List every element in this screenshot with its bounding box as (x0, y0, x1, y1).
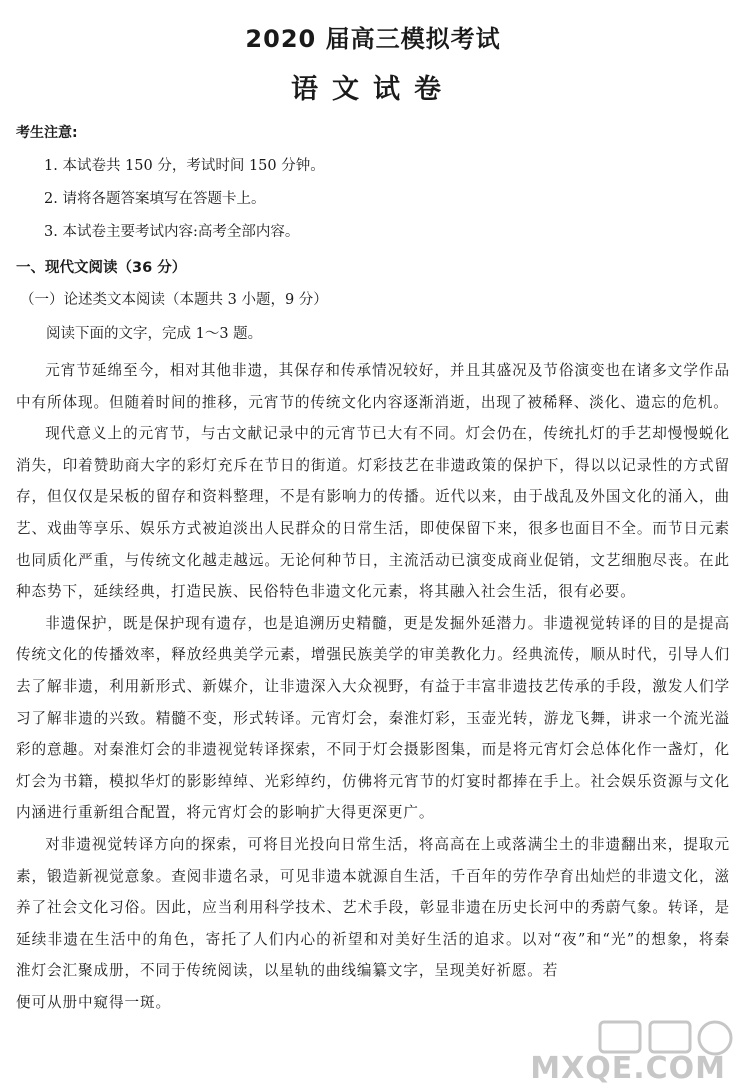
notice-item-2: 2. 请将各题答案填写在答题卡上。 (44, 191, 266, 207)
paragraph-5: 便可从册中窥得一斑。 (16, 993, 171, 1011)
site-watermark (530, 1018, 740, 1088)
reading-instruction: 阅读下面的文字，完成 1～3 题。 (46, 326, 263, 342)
notice-item-1: 1. 本试卷共 150 分，考试时间 150 分钟。 (44, 158, 325, 174)
paragraph-3: 非遗保护，既是保护现有遗存，也是追溯历史精髓，更是发掘外延潜力。非遗视觉转译的目的是提高传统文化的传播效率，释放经典美学元素，增强民族美学的审美教化力。经典流传，顺从时代，引导人们去了解非遗，利用新形式、新媒介，让非遗深入大众视野，有益于丰富非遗技艺传承的手段，激发人们学习了解非遗的兴致。精髓不变，形式转译。元宵灯会，秦淮灯彩，玉壶光转，游龙飞舞，讲求一个流光溢彩的意趣。对秦淮灯会的非遗视觉转译探索，不同于灯会摄影图集，而是将元宵灯会总体化作一盏灯，化灯会为书籍，模拟华灯的影影绰绰、光彩绰约，仿佛将元宵节的灯宴时都捧在手上。社会娱乐资源与文化内涵进行重新组合配置，将元宵灯会的影响扩大得更深更广。 (16, 614, 730, 822)
subject-title: 语文试卷 (291, 74, 455, 105)
notice-item-3: 3. 本试卷主要考试内容:高考全部内容。 (44, 224, 300, 240)
watermark-text: MXQE.COM (530, 1051, 726, 1086)
exam-title: 2020 届高三模拟考试 (245, 25, 501, 53)
paragraph-4: 对非遗视觉转译方向的探索，可将目光投向日常生活，将高高在上或落满尘土的非遗翻出来，提取元素，锻造新视觉意象。查阅非遗名录，可见非遗本就源自生活，千百年的劳作孕育出灿烂的非遗文化，滋养了社会文化习俗。因此，应当利用科学技术、艺术手段，彰显非遗在历史长河中的秀蔚气象。转译，是延续非遗在生活中的角色，寄托了人们内心的祈望和对美好生活的追求。以对“夜”和“光”的想象，将秦淮灯会汇聚成册，不同于传统阅读，以星轨的曲线编纂文字，呈现美好祈愿。若 (16, 835, 730, 980)
paragraph-1: 元宵节延绵至今，相对其他非遗，其保存和传承情况较好，并且其盛况及节俗演变也在诸多文学作品中有所体现。但随着时间的推移，元宵节的传统文化内容逐渐消逝，出现了被稀释、淡化、遗忘的危机。 (16, 362, 730, 411)
sub-section-heading: （一）论述类文本阅读（本题共 3 小题，9 分） (20, 292, 328, 308)
notice-heading: 考生注意: (16, 125, 78, 141)
paragraph-2: 现代意义上的元宵节，与古文献记录中的元宵节已大有不同。灯会仍在，传统扎灯的手艺却慢慢蜕化消失，印着赞助商大字的彩灯充斥在节日的街道。灯彩技艺在非遗政策的保护下，得以以记录性的方式留存，但仅仅是呆板的留存和资料整理，不是有影响力的传播。近代以来，由于战乱及外国文化的涌入，曲艺、戏曲等享乐、娱乐方式被迫淡出人民群众的日常生活，即使保留下来，很多也面目不全。而节日元素也同质化严重，与传统文化越走越远。无论何种节日，主流活动已演变成商业促销，文艺细胞尽丧。在此种态势下，延续经典，打造民族、民俗特色非遗文化元素，将其融入社会生活，很有必要。 (16, 425, 730, 601)
section-heading: 一、现代文阅读（36 分） (16, 260, 187, 276)
